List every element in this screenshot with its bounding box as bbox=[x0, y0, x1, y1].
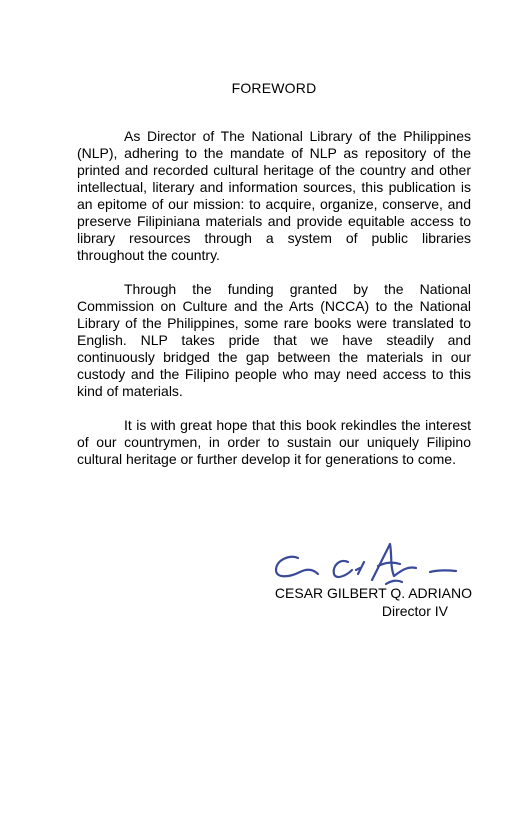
foreword-title: FOREWORD bbox=[231, 80, 317, 96]
handwritten-signature bbox=[268, 540, 468, 590]
signatory-position: Director IV bbox=[381, 603, 448, 619]
foreword-body bbox=[77, 128, 471, 485]
paragraph-2: Through the funding granted by the National Commission on Culture and the Arts (NCCA) to the National Library of the Philippines, some rare books were translated to English. NLP takes pride that we have steadily and continuously bridged the gap between the materials in our custody and the Filipino people who may need access to this kind of materials. bbox=[77, 281, 471, 399]
paragraph-3: It is with great hope that this book rekindles the interest of our countrymen, in order to sustain our uniquely Filipino cultural heritage or further develop it for generations to come. bbox=[77, 417, 471, 467]
signatory-name: CESAR GILBERT Q. ADRIANO bbox=[274, 585, 472, 601]
paragraph-1: As Director of The National Library of the Philippines (NLP), adhering to the mandate of NLP as repository of the printed and recorded cultural heritage of the country and other intellectual, literary and information sources, this publication is an epitome of our mission: to acquire, organize, conserve, and preserve Filipiniana materials and provide equitable access to library resources through a system of public libraries throughout the country. bbox=[77, 128, 471, 263]
